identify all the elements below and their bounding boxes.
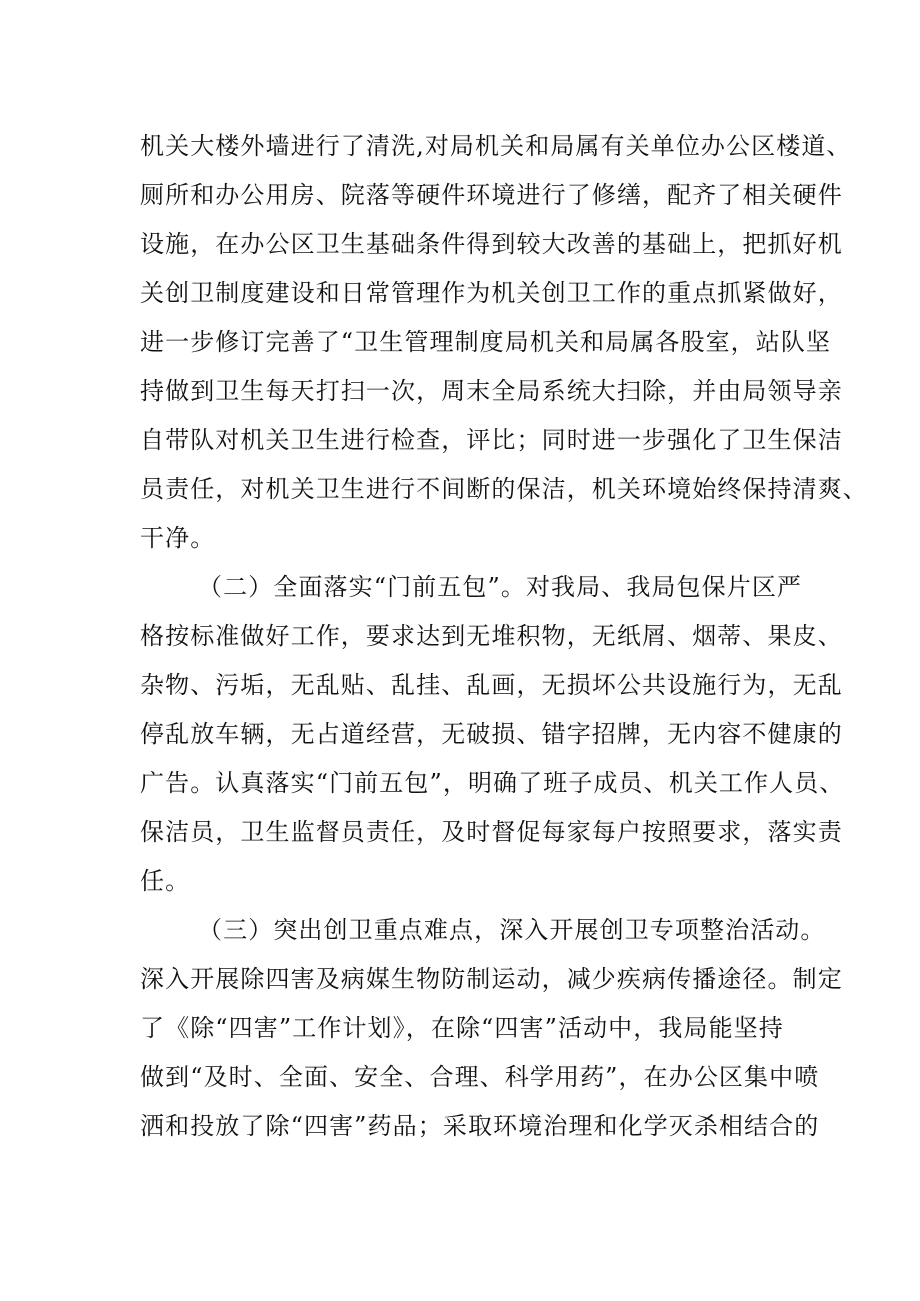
- text-line: 深入开展除四害及病媒生物防制运动，减少疾病传播途径。制定: [140, 965, 843, 993]
- text-line: 干净。: [140, 524, 216, 552]
- text-line: 任。: [140, 867, 191, 895]
- section-heading: （二）全面落实“门前五包”。对我局、我局包保片区严: [198, 573, 803, 601]
- text-line: 停乱放车辆，无占道经营，无破损、错字招牌，无内容不健康的: [140, 720, 843, 748]
- text-line: 格按标准做好工作，要求达到无堆积物，无纸屑、烟蒂、果皮、: [140, 622, 843, 650]
- text-line: 机关大楼外墙进行了清洗,对局机关和局属有关单位办公区楼道、: [140, 132, 852, 160]
- section-heading: （三）突出创卫重点难点，深入开展创卫专项整治活动。: [198, 916, 826, 944]
- text-line: 做到“及时、全面、安全、合理、科学用药”，在办公区集中喷: [140, 1063, 820, 1091]
- text-line: 广告。认真落实“门前五包”，明确了班子成员、机关工作人员、: [140, 769, 845, 797]
- text-line: 自带队对机关卫生进行检查，评比；同时进一步强化了卫生保洁: [140, 426, 843, 454]
- text-line: 进一步修订完善了“卫生管理制度局机关和局属各股室，站队坚: [140, 328, 832, 356]
- text-line: 设施，在办公区卫生基础条件得到较大改善的基础上，把抓好机: [140, 230, 843, 258]
- text-line: 杂物、污垢，无乱贴、乱挂、乱画，无损坏公共设施行为，无乱: [140, 671, 843, 699]
- text-line: 洒和投放了除“四害”药品；采取环境治理和化学灭杀相结合的: [140, 1112, 820, 1140]
- text-line: 关创卫制度建设和日常管理作为机关创卫工作的重点抓紧做好，: [140, 279, 843, 307]
- text-line: 持做到卫生每天打扫一次，周末全局系统大扫除，并由局领导亲: [140, 377, 843, 405]
- text-line: 保洁员，卫生监督员责任，及时督促每家每户按照要求，落实责: [140, 818, 843, 846]
- text-line: 厕所和办公用房、院落等硬件环境进行了修缮，配齐了相关硬件: [140, 181, 843, 209]
- text-line: 了《除“四害”工作计划》，在除“四害”活动中，我局能坚持: [140, 1014, 784, 1042]
- text-line: 员责任，对机关卫生进行不间断的保洁，机关环境始终保持清爽、: [140, 475, 868, 503]
